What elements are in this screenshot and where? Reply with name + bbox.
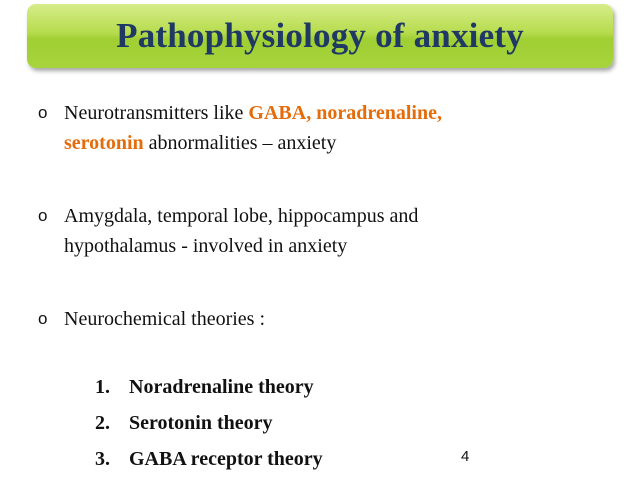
bullet-neurotransmitters [38, 98, 618, 158]
list-item [95, 405, 495, 441]
bullet-neurochemical-theories [38, 304, 618, 334]
slide-title: Pathophysiology of anxiety [116, 16, 524, 55]
list-number: 2. [95, 412, 110, 434]
bullet-line [38, 128, 618, 158]
list-item [95, 369, 495, 405]
highlight-text: GABA, noradrenaline, [248, 102, 442, 124]
bullet-text: Neurotransmitters like [64, 102, 249, 124]
bullet-text: Neurochemical theories : [64, 308, 266, 330]
list-number: 3. [95, 448, 110, 470]
bullet-text: abnormalities – anxiety [143, 132, 337, 154]
highlight-text: serotonin [64, 132, 144, 154]
bullet-text: Amygdala, temporal lobe, hippocampus and [64, 205, 419, 227]
bullet-line [38, 98, 618, 128]
list-item [95, 441, 495, 477]
list-label: Serotonin theory [129, 412, 273, 434]
list-label: GABA receptor theory [129, 448, 323, 470]
title-banner [27, 4, 613, 68]
bullet-text: hypothalamus - involved in anxiety [64, 235, 348, 257]
bullet-marker: o [38, 309, 48, 328]
list-number: 1. [95, 376, 110, 398]
theory-list [95, 369, 495, 477]
bullet-marker: o [38, 103, 48, 122]
list-label: Noradrenaline theory [129, 376, 314, 398]
bullet-brain-regions [38, 201, 618, 261]
bullet-marker: o [38, 206, 48, 225]
page-number: 4 [461, 448, 470, 465]
